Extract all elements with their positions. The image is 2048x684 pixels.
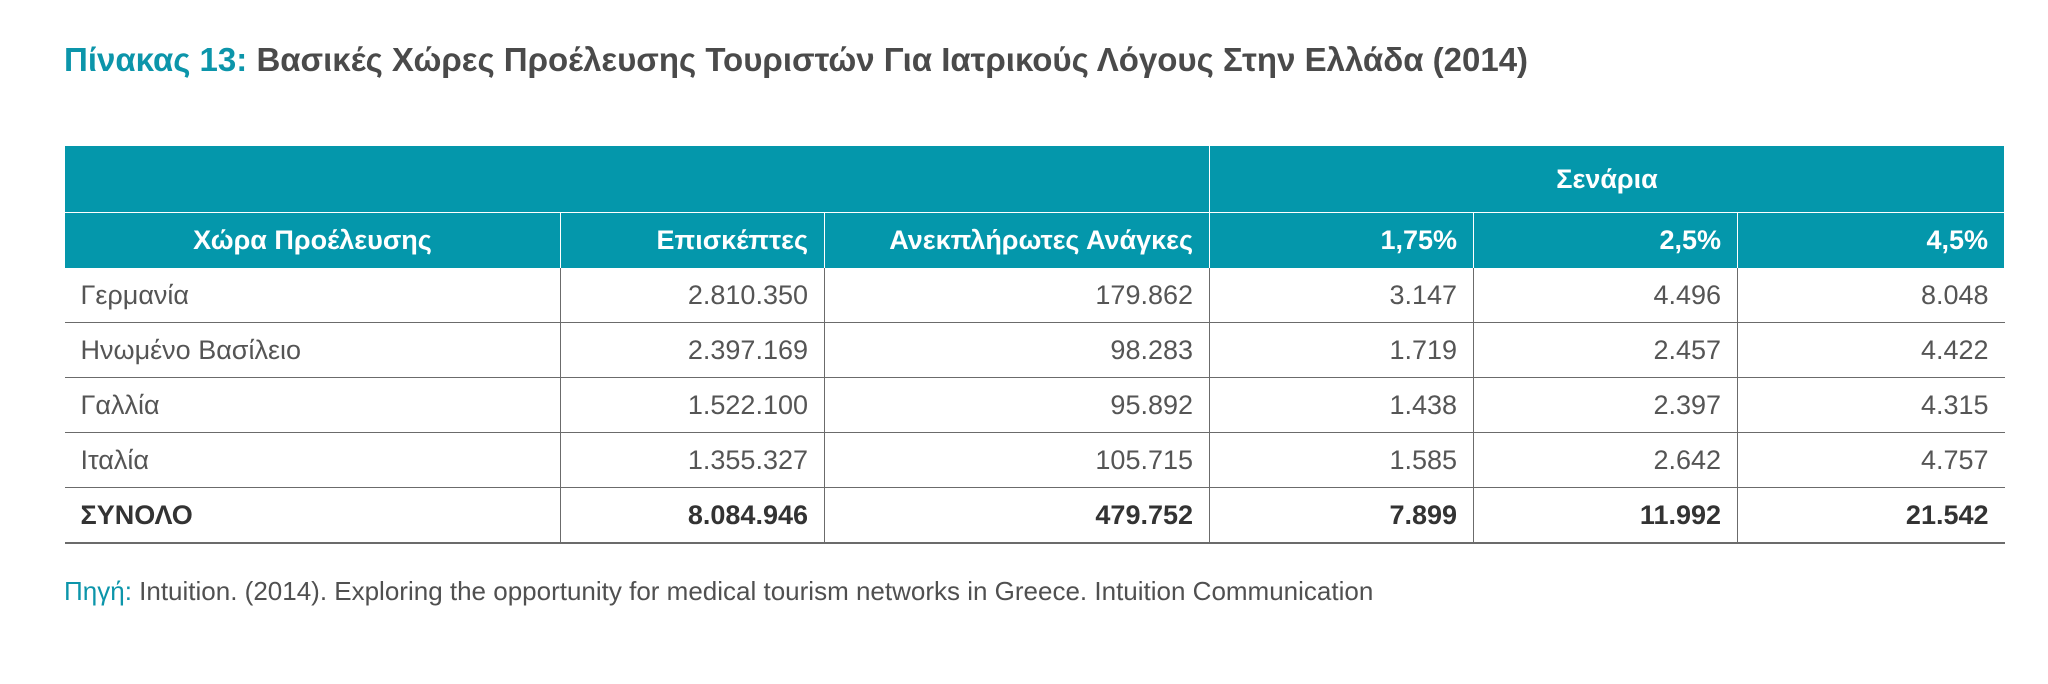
cell-scenario-3: 8.048: [1738, 268, 2005, 323]
table-row: [65, 268, 2005, 323]
col-header-visitors: Επισκέπτες: [561, 213, 825, 269]
cell-unmet-needs: 98.283: [825, 323, 1210, 378]
scenarios-header: Σενάρια: [1210, 146, 2005, 213]
header-blank: [65, 146, 1210, 213]
header-group-row: [65, 146, 2005, 213]
cell-visitors: 1.355.327: [561, 433, 825, 488]
header-row: [65, 213, 2005, 269]
cell-unmet-needs: 179.862: [825, 268, 1210, 323]
cell-scenario-3: 4.315: [1738, 378, 2005, 433]
cell-scenario-2: 4.496: [1474, 268, 1738, 323]
table-row: [65, 323, 2005, 378]
cell-scenario-1: 3.147: [1210, 268, 1474, 323]
total-label: ΣΥΝΟΛΟ: [65, 488, 561, 544]
total-scenario-2: 11.992: [1474, 488, 1738, 544]
total-visitors: 8.084.946: [561, 488, 825, 544]
cell-country: Γαλλία: [65, 378, 561, 433]
table-row: [65, 378, 2005, 433]
col-header-country: Χώρα Προέλευσης: [65, 213, 561, 269]
cell-scenario-1: 1.438: [1210, 378, 1474, 433]
cell-country: Ιταλία: [65, 433, 561, 488]
total-scenario-1: 7.899: [1210, 488, 1474, 544]
cell-scenario-2: 2.397: [1474, 378, 1738, 433]
cell-unmet-needs: 95.892: [825, 378, 1210, 433]
cell-visitors: 2.397.169: [561, 323, 825, 378]
cell-country: Ηνωμένο Βασίλειο: [65, 323, 561, 378]
cell-country: Γερμανία: [65, 268, 561, 323]
table-row: [65, 433, 2005, 488]
cell-scenario-1: 1.719: [1210, 323, 1474, 378]
data-table: [64, 146, 2005, 544]
total-unmet-needs: 479.752: [825, 488, 1210, 544]
table-caption: [64, 38, 1564, 82]
source-note: [64, 572, 1464, 610]
caption-title: Βασικές Χώρες Προέλευσης Τουριστών Για Ιατρικούς Λόγους Στην Ελλάδα (2014): [256, 41, 1529, 78]
col-header-scenario-3: 4,5%: [1738, 213, 2005, 269]
caption-label: Πίνακας 13:: [64, 41, 248, 78]
total-scenario-3: 21.542: [1738, 488, 2005, 544]
source-label: Πηγή:: [64, 576, 132, 606]
total-row: [65, 488, 2005, 544]
cell-scenario-2: 2.457: [1474, 323, 1738, 378]
col-header-scenario-1: 1,75%: [1210, 213, 1474, 269]
cell-scenario-2: 2.642: [1474, 433, 1738, 488]
col-header-scenario-2: 2,5%: [1474, 213, 1738, 269]
cell-scenario-3: 4.422: [1738, 323, 2005, 378]
col-header-unmet-needs: Ανεκπλήρωτες Ανάγκες: [825, 213, 1210, 269]
cell-scenario-3: 4.757: [1738, 433, 2005, 488]
cell-scenario-1: 1.585: [1210, 433, 1474, 488]
cell-visitors: 1.522.100: [561, 378, 825, 433]
source-text: Intuition. (2014). Exploring the opportunity for medical tourism networks in Greece. Intuition Communication: [131, 576, 1374, 606]
cell-unmet-needs: 105.715: [825, 433, 1210, 488]
cell-visitors: 2.810.350: [561, 268, 825, 323]
